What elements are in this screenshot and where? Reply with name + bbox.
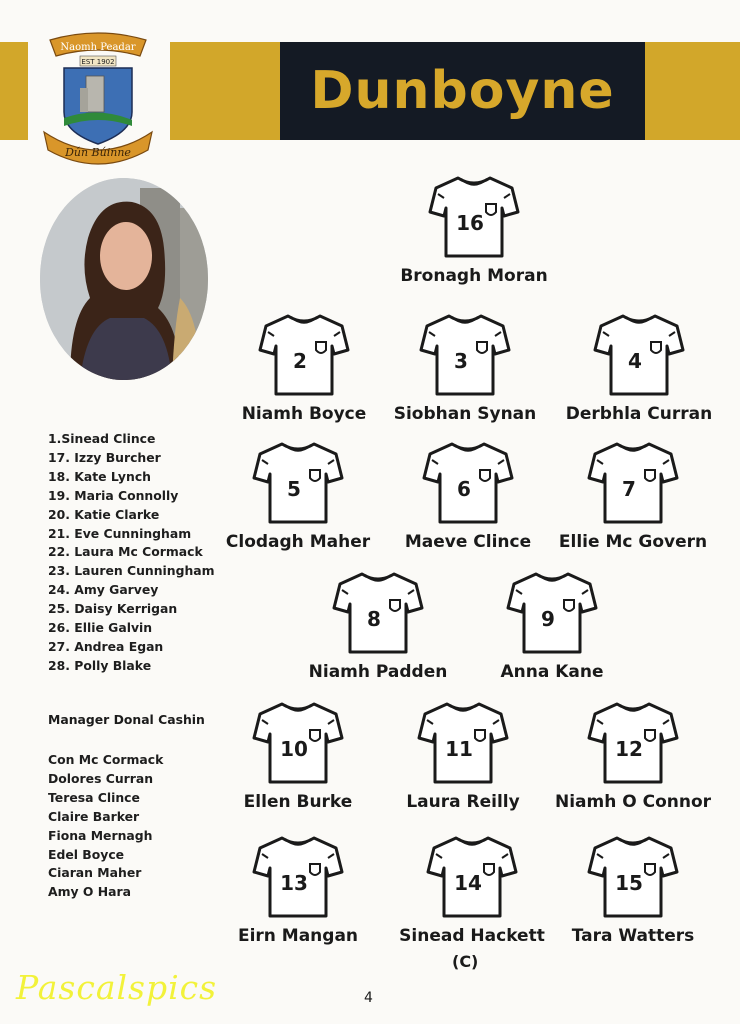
player-name: Derbhla Curran (565, 404, 713, 424)
team-title-box (280, 42, 645, 140)
player-name: Tara Watters (571, 926, 695, 946)
jersey-icon (548, 700, 718, 786)
list-item: 22. Laura Mc Cormack (48, 544, 203, 560)
jersey-number: 12 (615, 737, 643, 761)
player-15 (548, 834, 718, 946)
list-item: 19. Maria Connolly (48, 487, 179, 503)
player-2 (219, 312, 389, 424)
jersey-icon (378, 700, 548, 786)
player-10 (213, 700, 383, 812)
player-name: Eirn Mangan (237, 926, 359, 946)
player-11 (378, 700, 548, 812)
jersey-icon (219, 312, 389, 398)
list-item: 23. Lauren Cunningham (48, 563, 215, 579)
jersey-icon (213, 834, 383, 920)
player-name: Bronagh Moran (400, 266, 548, 286)
player-name: Clodagh Maher (225, 532, 371, 552)
player-name: Niamh O Connor (554, 792, 712, 812)
player-name: Maeve Clince (404, 532, 532, 552)
backroom-staff-list (48, 751, 163, 902)
club-crest-icon (36, 28, 160, 168)
player-7 (548, 440, 718, 552)
list-item: Dolores Curran (48, 770, 154, 786)
player-9 (467, 570, 637, 682)
jersey-number: 5 (287, 477, 301, 501)
jersey-number: 6 (457, 477, 471, 501)
jersey-number: 9 (541, 607, 555, 631)
header-band-left (0, 42, 28, 140)
jersey-number: 11 (445, 737, 473, 761)
list-item: 27. Andrea Egan (48, 638, 164, 654)
jersey-icon (548, 834, 718, 920)
list-item: 28. Polly Blake (48, 657, 152, 673)
list-item: 21. Eve Cunningham (48, 525, 192, 541)
list-item: Edel Boyce (48, 846, 125, 862)
list-item: Amy O Hara (48, 884, 131, 900)
list-item: 24. Amy Garvey (48, 582, 159, 598)
manager-name: Manager Donal Cashin (48, 712, 205, 727)
list-item: Con Mc Cormack (48, 752, 164, 767)
jersey-number: 14 (454, 871, 482, 895)
player-name: Niamh Boyce (241, 404, 367, 424)
player-16 (389, 174, 559, 286)
captain-marker: (C) (452, 952, 479, 971)
jersey-icon (213, 700, 383, 786)
player-name: Sinead Hackett (399, 926, 545, 946)
list-item: Ciaran Maher (48, 865, 142, 881)
jersey-number: 7 (622, 477, 636, 501)
list-item: 20. Katie Clarke (48, 506, 160, 522)
list-item: Teresa Clince (48, 789, 140, 805)
crest-text-bottom: Dún Búinne (65, 146, 131, 159)
substitutes-list (48, 430, 215, 676)
player-5 (213, 440, 383, 552)
jersey-number: 13 (280, 871, 308, 895)
crest-text-top: Naomh Peadar (60, 42, 136, 53)
player-name: Ellie Mc Govern (558, 532, 708, 552)
player-4 (554, 312, 724, 424)
jersey-icon (293, 570, 463, 656)
jersey-number: 10 (280, 737, 308, 761)
player-name: Laura Reilly (406, 792, 520, 812)
jersey-number: 4 (628, 349, 642, 373)
player-14 (387, 834, 557, 946)
jersey-icon (383, 440, 553, 526)
team-title: Dunboyne (310, 61, 615, 121)
jersey-number: 3 (454, 349, 468, 373)
list-item: 17. Izzy Burcher (48, 449, 161, 465)
jersey-icon (548, 440, 718, 526)
page-number: 4 (364, 990, 373, 1006)
jersey-icon (213, 440, 383, 526)
list-item: 26. Ellie Galvin (48, 620, 153, 636)
jersey-number: 16 (456, 211, 484, 235)
player-name: Ellen Burke (243, 792, 353, 812)
header-band-middle (170, 42, 280, 140)
player-6 (383, 440, 553, 552)
list-item: Claire Barker (48, 808, 140, 824)
jersey-icon (554, 312, 724, 398)
jersey-number: 15 (615, 871, 643, 895)
player-8 (293, 570, 463, 682)
list-item: 1.Sinead Clince (48, 431, 156, 446)
jersey-icon (467, 570, 637, 656)
player-12 (548, 700, 718, 812)
jersey-icon (387, 834, 557, 920)
jersey-icon (389, 174, 559, 260)
player-name: Siobhan Synan (393, 404, 537, 424)
list-item: 25. Daisy Kerrigan (48, 601, 178, 617)
list-item: Fiona Mernagh (48, 827, 153, 843)
player-name: Anna Kane (500, 662, 604, 682)
jersey-icon (380, 312, 550, 398)
list-item: 18. Kate Lynch (48, 468, 151, 484)
player-13 (213, 834, 383, 946)
manager-photo (40, 178, 208, 380)
crest-est-text: EST 1902 (81, 58, 115, 66)
header-band-right (645, 42, 740, 140)
player-name: Niamh Padden (308, 662, 448, 682)
jersey-number: 8 (367, 607, 381, 631)
jersey-number: 2 (293, 349, 307, 373)
photographer-watermark: Pascalspics (16, 968, 218, 1007)
player-3 (380, 312, 550, 424)
